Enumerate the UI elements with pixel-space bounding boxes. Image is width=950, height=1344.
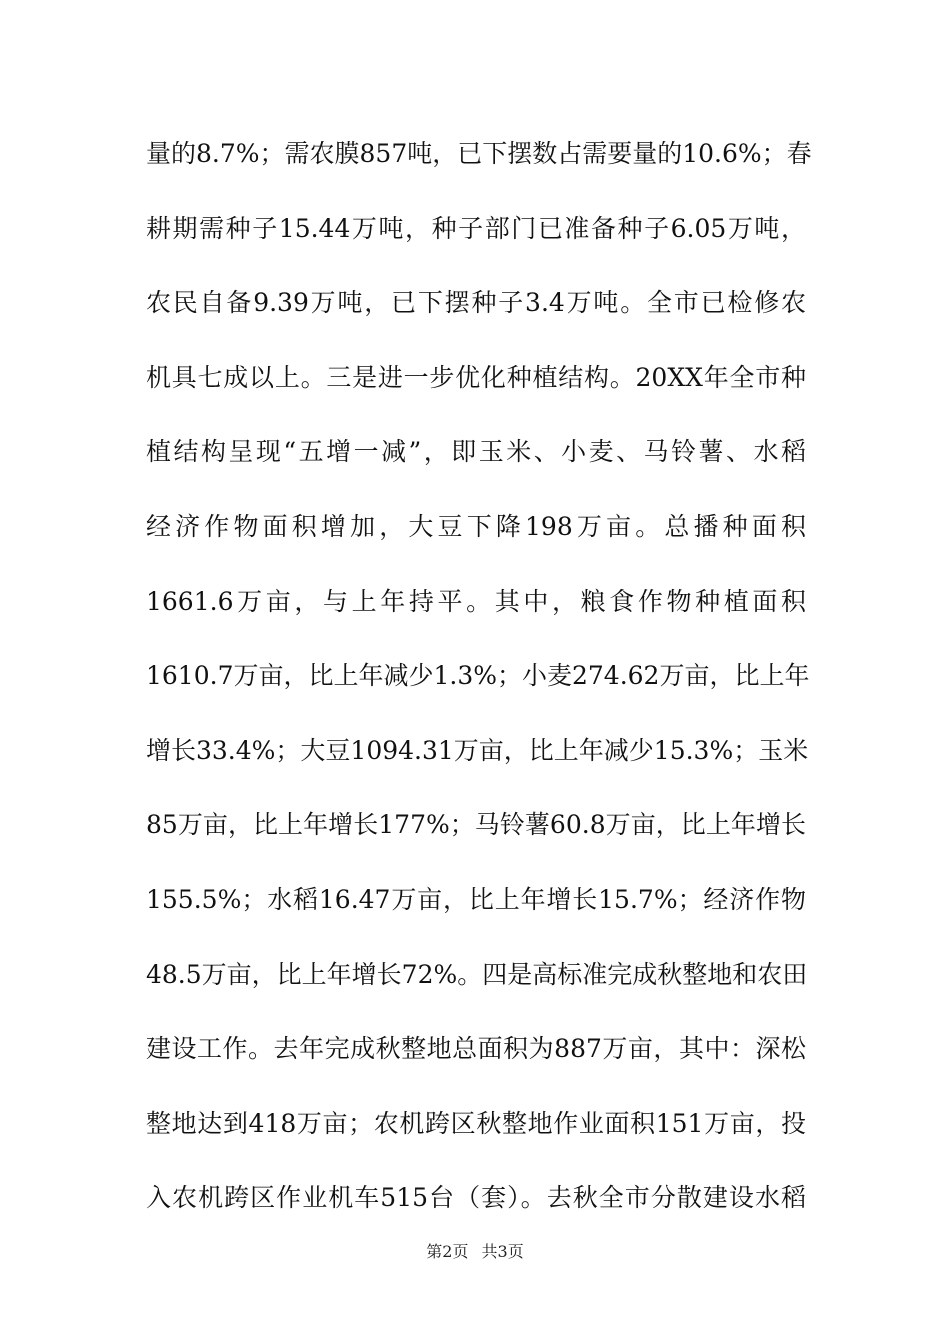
text-line: 1661.6万亩，与上年持平。其中，粮食作物种植面积 [146, 586, 806, 616]
text-line: 经济作物面积增加，大豆下降198万亩。总播种面积 [146, 511, 806, 541]
text-line: 机具七成以上。三是进一步优化种植结构。20XX年全市种 [146, 362, 806, 392]
text-line: 植结构呈现“五增一减”，即玉米、小麦、马铃薯、水稻 [146, 437, 806, 467]
page-total: 共3页 [481, 1242, 524, 1261]
text-line: 耕期需种子15.44万吨，种子部门已准备种子6.05万吨， [146, 213, 806, 243]
page-footer [0, 1240, 950, 1264]
text-line: 量的8.7%；需农膜857吨，已下摆数占需要量的10.6%；春 [146, 139, 812, 168]
text-line: 农民自备9.39万吨，已下摆种子3.4万吨。全市已检修农 [146, 288, 806, 318]
text-line: 整地达到418万亩；农机跨区秋整地作业面积151万亩，投 [146, 1108, 806, 1138]
page-number: 第2页 [426, 1242, 469, 1261]
text-line: 建设工作。去年完成秋整地总面积为887万亩，其中：深松 [146, 1034, 806, 1064]
text-line: 增长33.4%；大豆1094.31万亩，比上年减少15.3%；玉米 [146, 735, 809, 765]
body-text [146, 132, 812, 1251]
text-line: 48.5万亩，比上年增长72%。四是高标准完成秋整地和农田 [146, 959, 808, 989]
text-line: 1610.7万亩，比上年减少1.3%；小麦274.62万亩，比上年 [146, 661, 810, 691]
text-line: 入农机跨区作业机车515台（套）。去秋全市分散建设水稻 [146, 1183, 806, 1213]
text-line: 155.5%；水稻16.47万亩，比上年增长15.7%；经济作物 [146, 884, 806, 914]
text-line: 85万亩，比上年增长177%；马铃薯60.8万亩，比上年增长 [146, 810, 806, 840]
